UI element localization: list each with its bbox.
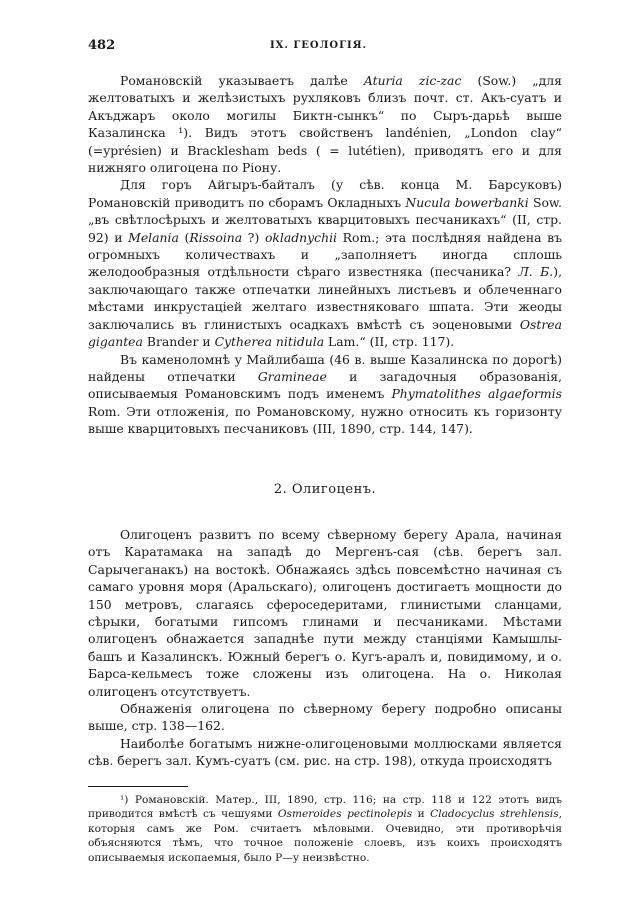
text-run: Романовскій указываетъ далѣе [120, 73, 364, 88]
paragraph-oligocene-exposures: Обнаженія олигоцена по сѣверному берегу подробно описаны выше, стр. 138—162. [88, 701, 562, 734]
text-run: (Sow.) „для желтоватыхъ и желѣзистыхъ рухляковъ близъ почт. ст. Акъ-суатъ и Акъджаръ около могилы Биктн-сынкъ“ по Сыръ-дарьѣ выше Казалинска ¹). Видъ этотъ свойственъ landénien, „London clay“ (=yprésien) и Bracklesham beds ( = lutétien), приводятъ его и для нижняго олигоцена по Ріону. [88, 73, 562, 176]
taxon-name: Gramineae [257, 368, 327, 384]
text-run: Rom. Эти отложенія, по Романовскому, нужно относить къ горизонту выше кварцитовыхъ песчаниковъ (III, 1890, стр. 144, 147). [88, 403, 562, 437]
text-run: Sow. „въ свѣтлосѣрыхъ и желтоватыхъ кварцитовыхъ песчаникахъ“ (II, стр. 92) и [88, 194, 562, 245]
taxon-name: Phymatolithes algaeformis [391, 386, 562, 402]
taxon-name: Rissoina [189, 229, 243, 245]
paragraph-aigyr-baital [88, 176, 562, 350]
footnote [88, 793, 562, 866]
text-run: Rom.; эта послѣдняя найдена въ огромныхъ количествахъ и „заполняетъ иногда сплошь желодообразныя отдѣльности сѣраго известняка (песчаника? [88, 229, 562, 280]
text-run: Для горъ Айгыръ-байталъ (у сѣв. конца М. Барсуковъ) Романовскій приводитъ по сборамъ Окладныхъ [88, 177, 562, 210]
text-run: ), заключающаго также отпечатки линейныхъ листьевъ и облеченнаго мѣстами инкрустаціей желтаго известняковаго шпата. Эти жеоды заключались въ глинистыхъ осадкахъ вмѣстѣ съ эоценовыми [88, 264, 563, 332]
taxon-name: Nucula bowerbanki [405, 194, 529, 210]
paragraph-aturia [88, 72, 562, 176]
text-run: ( [178, 229, 190, 245]
paragraph-oligocene-extent: Олигоценъ развитъ по всему сѣверному берегу Арала, начиная отъ Каратамака на западѣ до Мергенъ-сая (сѣв. берегъ зал. Сарычеганакъ) на востокѣ. Обнажаясь здѣсь повсемѣстно начиная съ самаго уровня моря (Аральскаго), олигоценъ достигаетъ мощности до 150 метровъ, слагаясь сфероседеритами, глинистыми сланцами, сѣрыки, богатыми гипсомъ глинами и песчаниками. Мѣстами олигоценъ обнажается западнѣе пути между станціями Камышлы-башъ и Казалинскъ. Южный берегъ о. Кугъ-аралъ и, повидимому, и о. Барса-кельмесъ тоже сложены изъ олигоцена. На о. Николая олигоценъ отсутствуетъ. [88, 526, 562, 699]
running-head: IX. ГЕОЛОГІЯ. [269, 40, 368, 51]
page-number: 482 [88, 38, 116, 53]
text-run: Lam.“ (II, стр. 117). [324, 334, 455, 350]
taxon-name: Cladocyclus strehlensis [430, 808, 559, 821]
taxon-name: Melania [128, 229, 179, 245]
text-run: и загадочныя образованія, описываемыя Романовскимъ подъ именемъ [88, 368, 562, 402]
footnote-separator [88, 786, 188, 787]
taxon-name: Cytherea nitidula [214, 334, 325, 350]
text-run: ?) [242, 229, 265, 245]
text-run: Въ каменоломнѣ у Майлибаша (46 в. выше Казалинска по дорогѣ) найдены отпечатки [88, 351, 562, 384]
taxon-name: Aturia zic-zac [363, 73, 462, 88]
section-heading: 2. Олигоценъ. [273, 481, 377, 497]
paragraph-mailibash [88, 351, 562, 438]
text-run: Brander и [142, 334, 215, 350]
author-initials: Л. Б. [518, 264, 554, 280]
taxon-name: Ostrea gigantea [88, 316, 562, 350]
taxon-name: okladnychii [264, 229, 338, 245]
paragraph-kum-suat: Наиболѣе богатымъ нижне-олигоценовыми моллюсками является сѣв. берегъ зал. Кумъ-суатъ (см. рис. на стр. 198), откуда происходятъ [88, 735, 562, 769]
text-run: ¹) Романовскій. Матер., III, 1890, стр. 116; на стр. 118 и 122 этотъ видъ приводится вмѣстѣ съ чешуями [88, 793, 562, 821]
body-text [88, 72, 562, 866]
text-run: , которыя самъ же Ром. считаетъ мѣловыми. Очевидно, эти противорѣчія объясняются тѣмъ, что точное положеніе слоевъ, изъ коихъ происходятъ описываемыя ископаемыя, было Р—у неизвѣстно. [88, 808, 563, 864]
taxon-name: Osmeroides pectinolepis [277, 808, 413, 821]
text-run: и [412, 808, 431, 821]
